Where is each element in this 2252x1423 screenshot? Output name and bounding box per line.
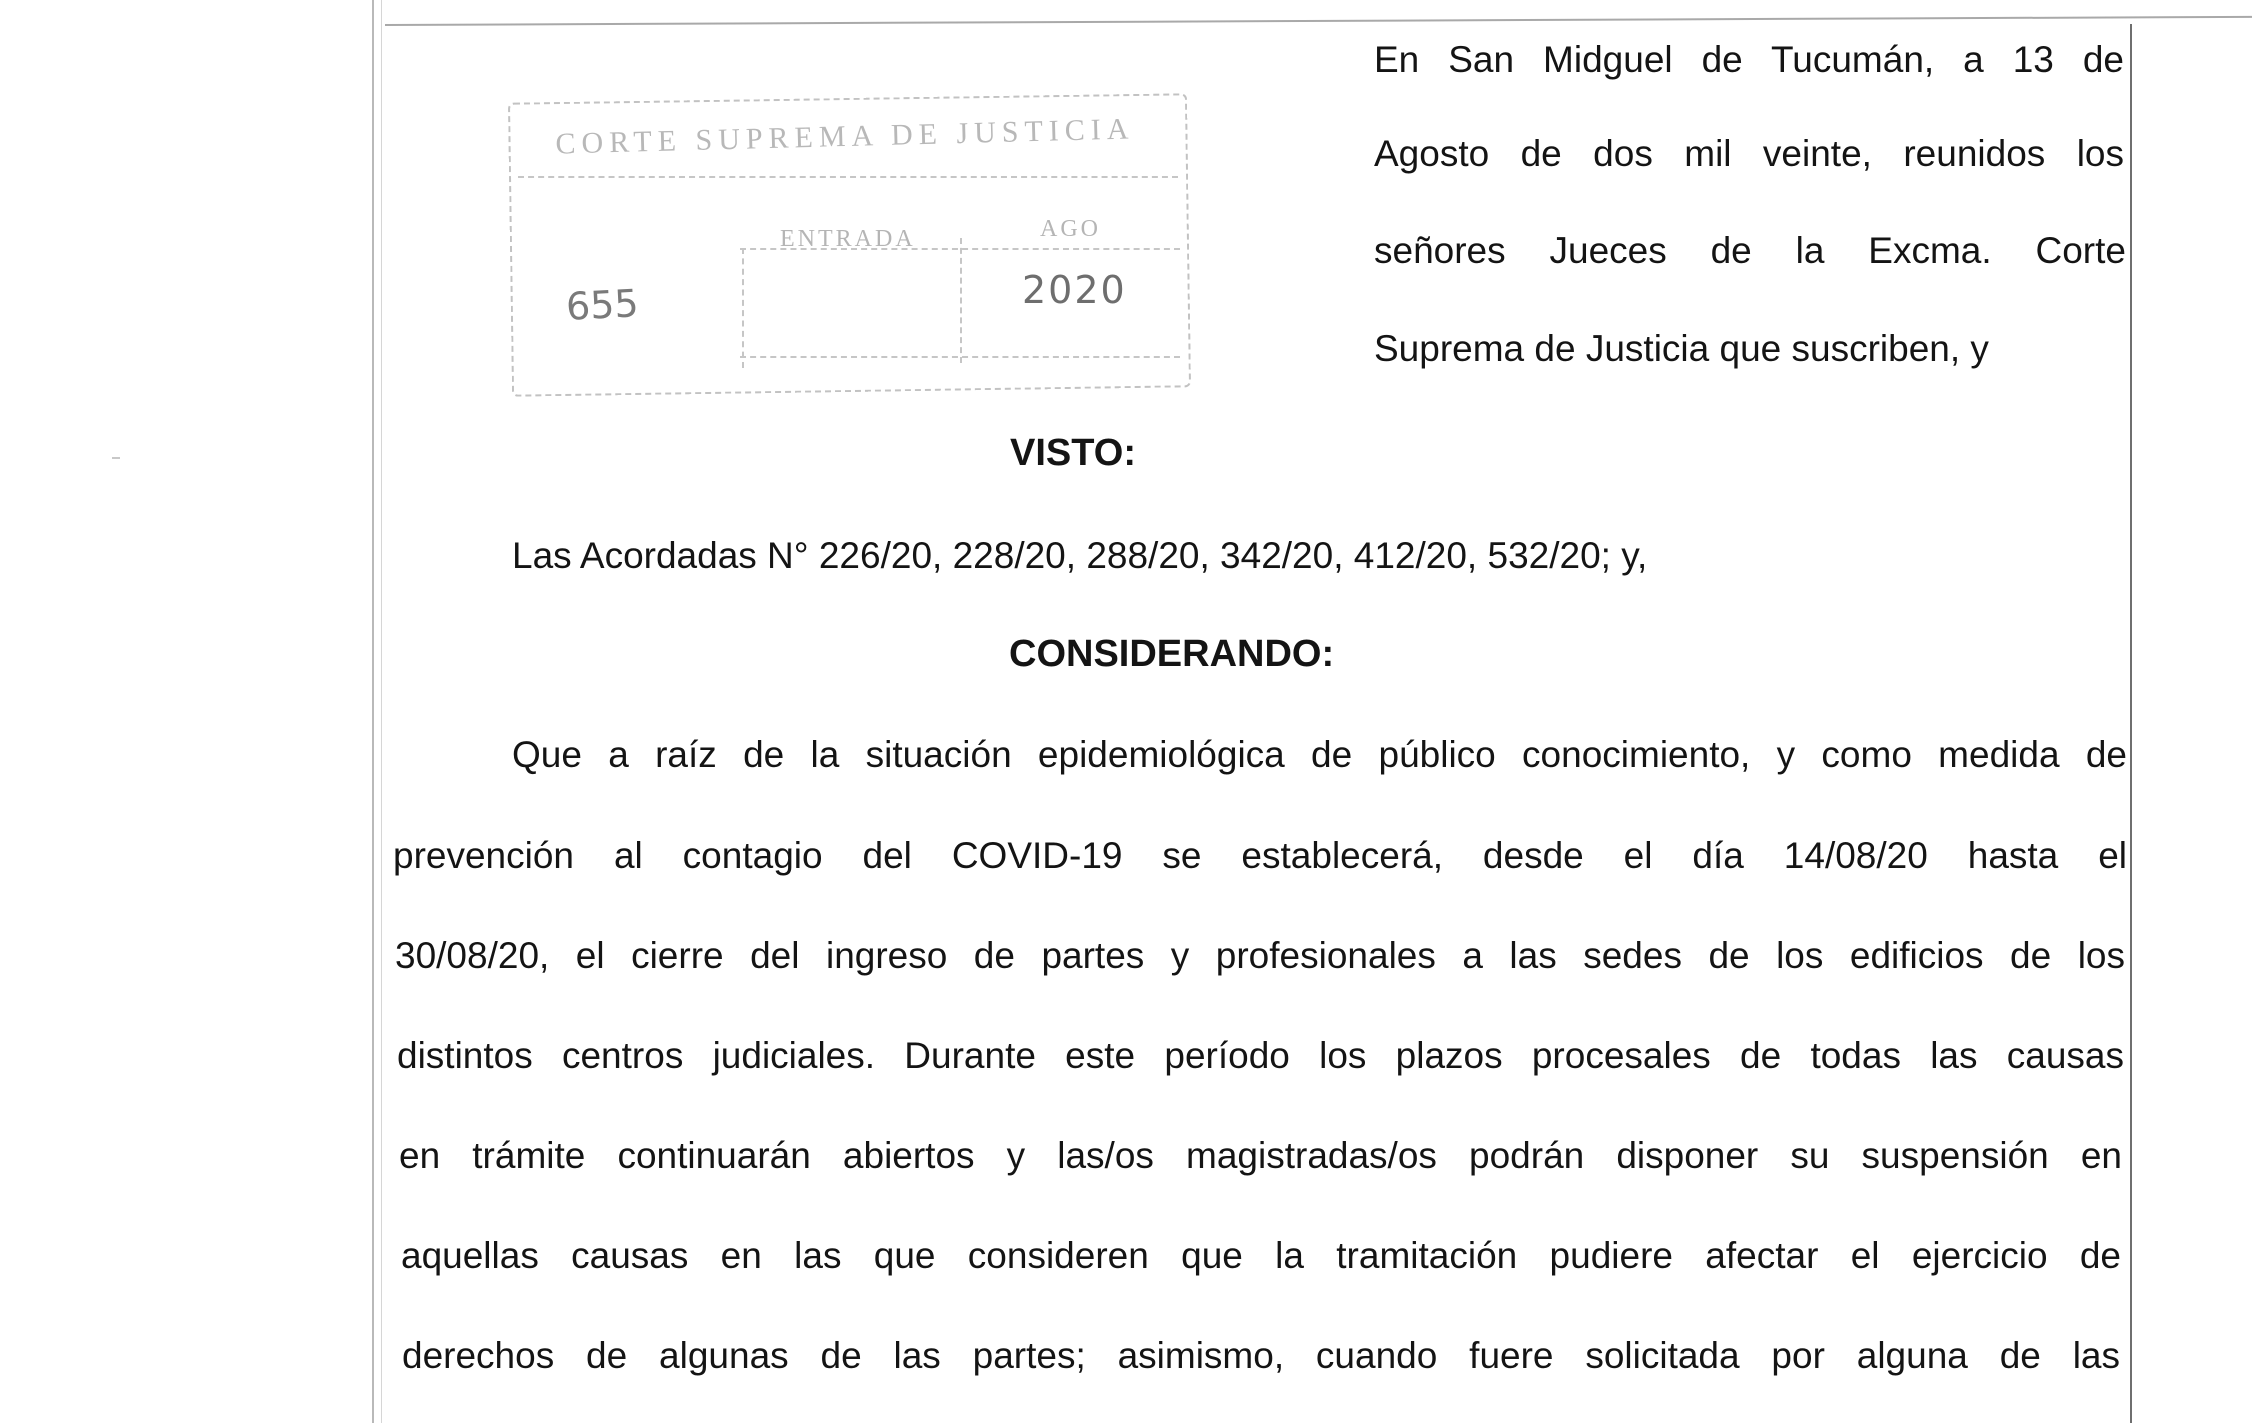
stamp-divider	[518, 176, 1178, 178]
stamp-received-label: ENTRADA	[780, 226, 916, 252]
top-margin-rule	[385, 16, 2252, 26]
considerando-line: derechos de algunas de las partes; asimismo, cuando fuere solicitada por alguna de las	[402, 1335, 2120, 1376]
considerando-line: 30/08/20, el cierre del ingreso de partes y profesionales a las sedes de los edificios de los	[395, 935, 2125, 976]
header-line: señores Jueces de la Excma. Corte	[1374, 230, 2126, 271]
stamp-month-label: AGO	[1040, 216, 1101, 242]
header-line: En San Midguel de Tucumán, a 13 de	[1374, 39, 2124, 80]
stamp-year: 2020	[1022, 268, 1127, 312]
considerando-line: prevención al contagio del COVID-19 se establecerá, desde el día 14/08/20 hasta el	[393, 835, 2127, 876]
stamp-cell-border	[960, 238, 962, 363]
stamp-header: CORTE SUPREMA DE JUSTICIA	[555, 112, 1135, 161]
reception-stamp	[510, 98, 1190, 398]
considerando-line: distintos centros judiciales. Durante este período los plazos procesales de todas las causas	[397, 1035, 2124, 1076]
visto-text: Las Acordadas N° 226/20, 228/20, 288/20, 342/20, 412/20, 532/20; y,	[512, 535, 1648, 576]
left-margin-rule-secondary	[381, 0, 382, 1423]
considerando-line: aquellas causas en las que consideren que la tramitación pudiere afectar el ejercicio de	[401, 1235, 2121, 1276]
considerando-line: Que a raíz de la situación epidemiológica de público conocimiento, y como medida de	[512, 734, 2127, 775]
visto-heading: VISTO:	[1010, 432, 1136, 474]
header-line: Suprema de Justicia que suscriben, y	[1374, 328, 1989, 369]
right-margin-rule	[2130, 24, 2132, 1423]
considerando-heading: CONSIDERANDO:	[1009, 633, 1335, 675]
header-line: Agosto de dos mil veinte, reunidos los	[1374, 133, 2124, 174]
considerando-line: en trámite continuarán abiertos y las/os magistradas/os podrán disponer su suspensión en	[399, 1135, 2122, 1176]
stamp-entry-number: 655	[564, 281, 640, 329]
stamp-cell-border	[742, 248, 744, 368]
scan-speck	[112, 457, 120, 459]
left-margin-rule	[372, 0, 374, 1423]
